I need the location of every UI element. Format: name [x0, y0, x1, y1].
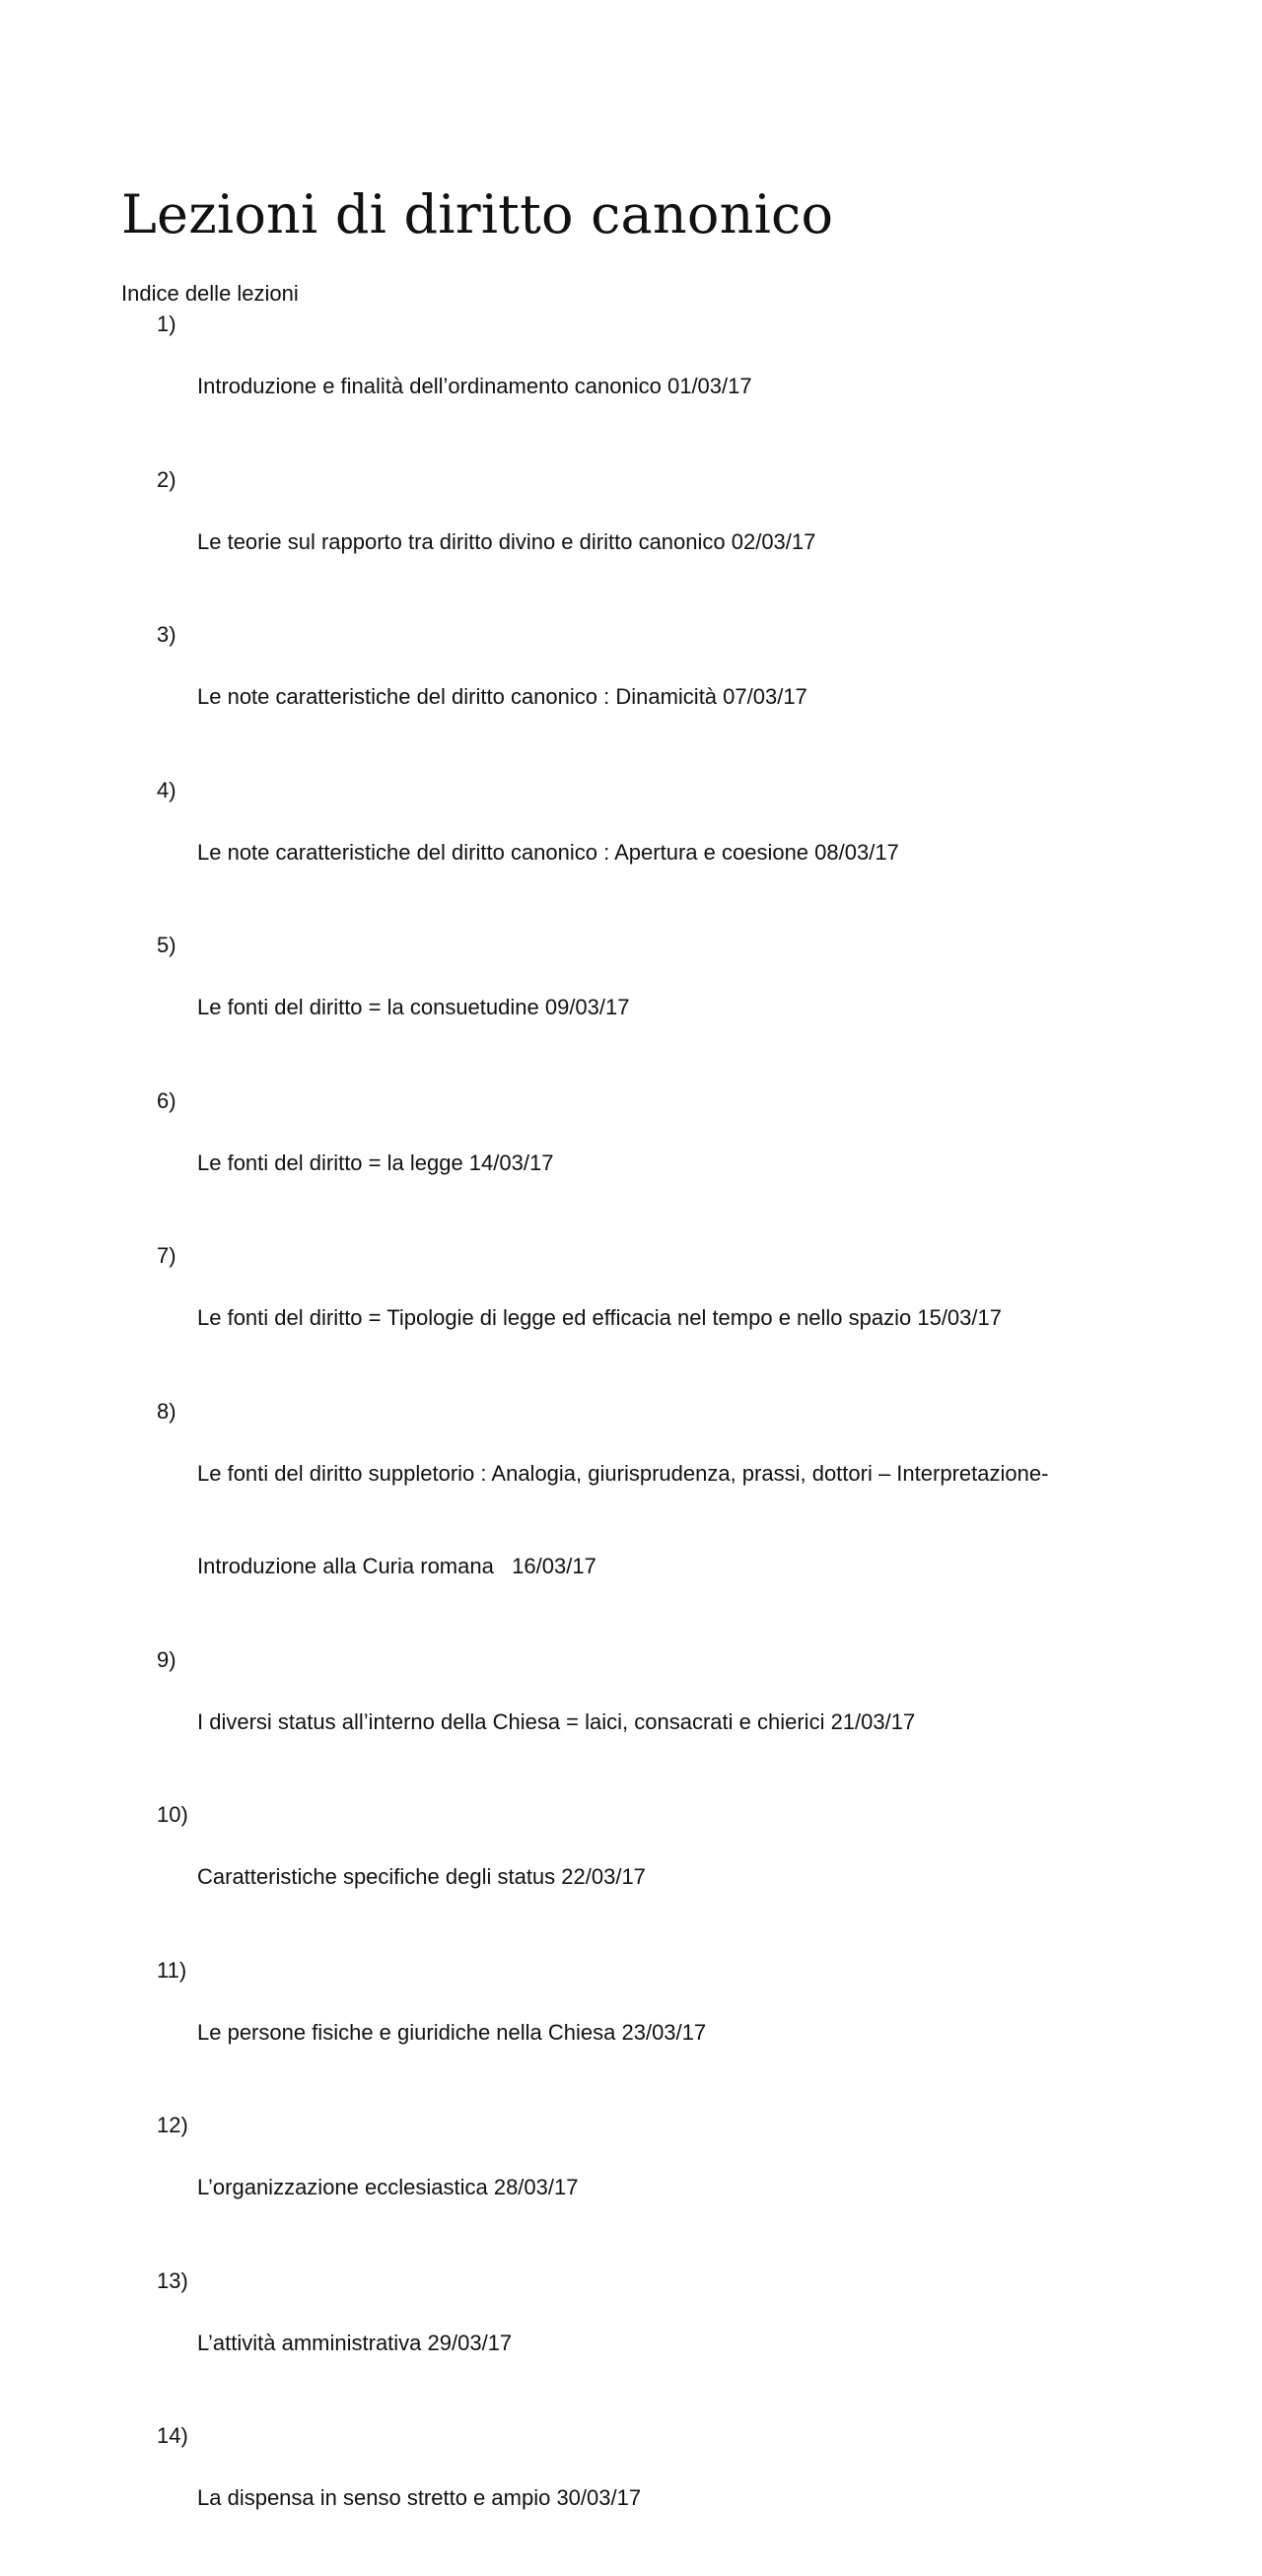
lesson-item — [121, 1240, 1166, 1396]
lesson-number: 10) — [157, 1802, 188, 1827]
lesson-number: 5) — [157, 933, 176, 957]
lesson-title — [197, 2265, 1166, 2421]
lesson-title — [197, 1644, 1166, 1800]
lesson-title-line: Le fonti del diritto = la consuetudine 09/03/17 — [197, 995, 630, 1019]
lesson-number: 7) — [157, 1243, 176, 1268]
lesson-title-line: I diversi status all’interno della Chiesa = laici, consacrati e chierici 21/03/17 — [197, 1708, 916, 1734]
lesson-item — [121, 1955, 1166, 2111]
lesson-title — [197, 2110, 1166, 2265]
lesson-title — [197, 619, 1166, 775]
lesson-title-line: L’attività amministrativa 29/03/17 — [197, 2330, 513, 2355]
lesson-title-line: La dispensa in senso stretto e ampio 30/03/17 — [197, 2485, 642, 2510]
lesson-title — [197, 775, 1166, 931]
lesson-title — [197, 2420, 1166, 2576]
index-heading: Indice delle lezioni — [121, 281, 299, 306]
lesson-title-line: Le note caratteristiche del diritto canonico : Dinamicità 07/03/17 — [197, 684, 807, 709]
lesson-item — [121, 775, 1166, 931]
lesson-title-line: Le teorie sul rapporto tra diritto divino e diritto canonico 02/03/17 — [197, 528, 816, 554]
lesson-title-line: Le fonti del diritto = Tipologie di legge ed efficacia nel tempo e nello spazio 15/03/17 — [197, 1305, 1002, 1330]
lesson-title — [197, 1240, 1166, 1396]
lesson-item — [121, 464, 1166, 620]
lesson-number: 13) — [157, 2267, 188, 2293]
lesson-number: 8) — [157, 1398, 176, 1424]
lesson-item — [121, 1396, 1166, 1644]
lesson-title-line: Introduzione alla Curia romana 16/03/17 — [197, 1554, 596, 1578]
lesson-title — [197, 464, 1166, 620]
lesson-number: 9) — [157, 1646, 176, 1672]
lesson-title — [197, 1085, 1166, 1241]
lesson-item — [121, 1085, 1166, 1241]
lesson-number: 14) — [157, 2423, 188, 2448]
document-title: Lezioni di diritto canonico — [121, 183, 834, 245]
lesson-number: 3) — [157, 622, 176, 647]
lesson-title — [197, 1955, 1166, 2111]
lesson-title-line: Le note caratteristiche del diritto canonico : Apertura e coesione 08/03/17 — [197, 839, 899, 865]
lesson-title-line: Caratteristiche specifiche degli status 22/03/17 — [197, 1864, 646, 1889]
lesson-item — [121, 930, 1166, 1085]
lesson-item — [121, 619, 1166, 775]
lesson-number: 11) — [157, 1957, 187, 1983]
lesson-item — [121, 309, 1166, 464]
lesson-item — [121, 2110, 1166, 2265]
lesson-title — [197, 930, 1166, 1085]
lesson-number: 1) — [157, 312, 176, 336]
lesson-title — [197, 1799, 1166, 1955]
lesson-number: 6) — [157, 1087, 176, 1113]
lesson-item — [121, 1799, 1166, 1955]
lesson-list — [121, 309, 1166, 2576]
lesson-number: 12) — [157, 2113, 188, 2137]
lesson-title-line: Le persone fisiche e giuridiche nella Chiesa 23/03/17 — [197, 2019, 707, 2045]
lesson-title-line: Le fonti del diritto = la legge 14/03/17 — [197, 1149, 554, 1175]
lesson-title-line: Introduzione e finalità dell’ordinamento canonico 01/03/17 — [197, 374, 752, 398]
lesson-item — [121, 1644, 1166, 1800]
lesson-item — [121, 2420, 1166, 2576]
lesson-title-line: Le fonti del diritto suppletorio : Analogia, giurisprudenza, prassi, dottori – Interpretazione- — [197, 1460, 1049, 1486]
lesson-title — [197, 1396, 1166, 1644]
lesson-number: 4) — [157, 777, 176, 802]
lesson-number: 2) — [157, 466, 176, 492]
lesson-item — [121, 2265, 1166, 2421]
lesson-title-line: L’organizzazione ecclesiastica 28/03/17 — [197, 2175, 579, 2199]
lesson-title — [197, 309, 1166, 464]
